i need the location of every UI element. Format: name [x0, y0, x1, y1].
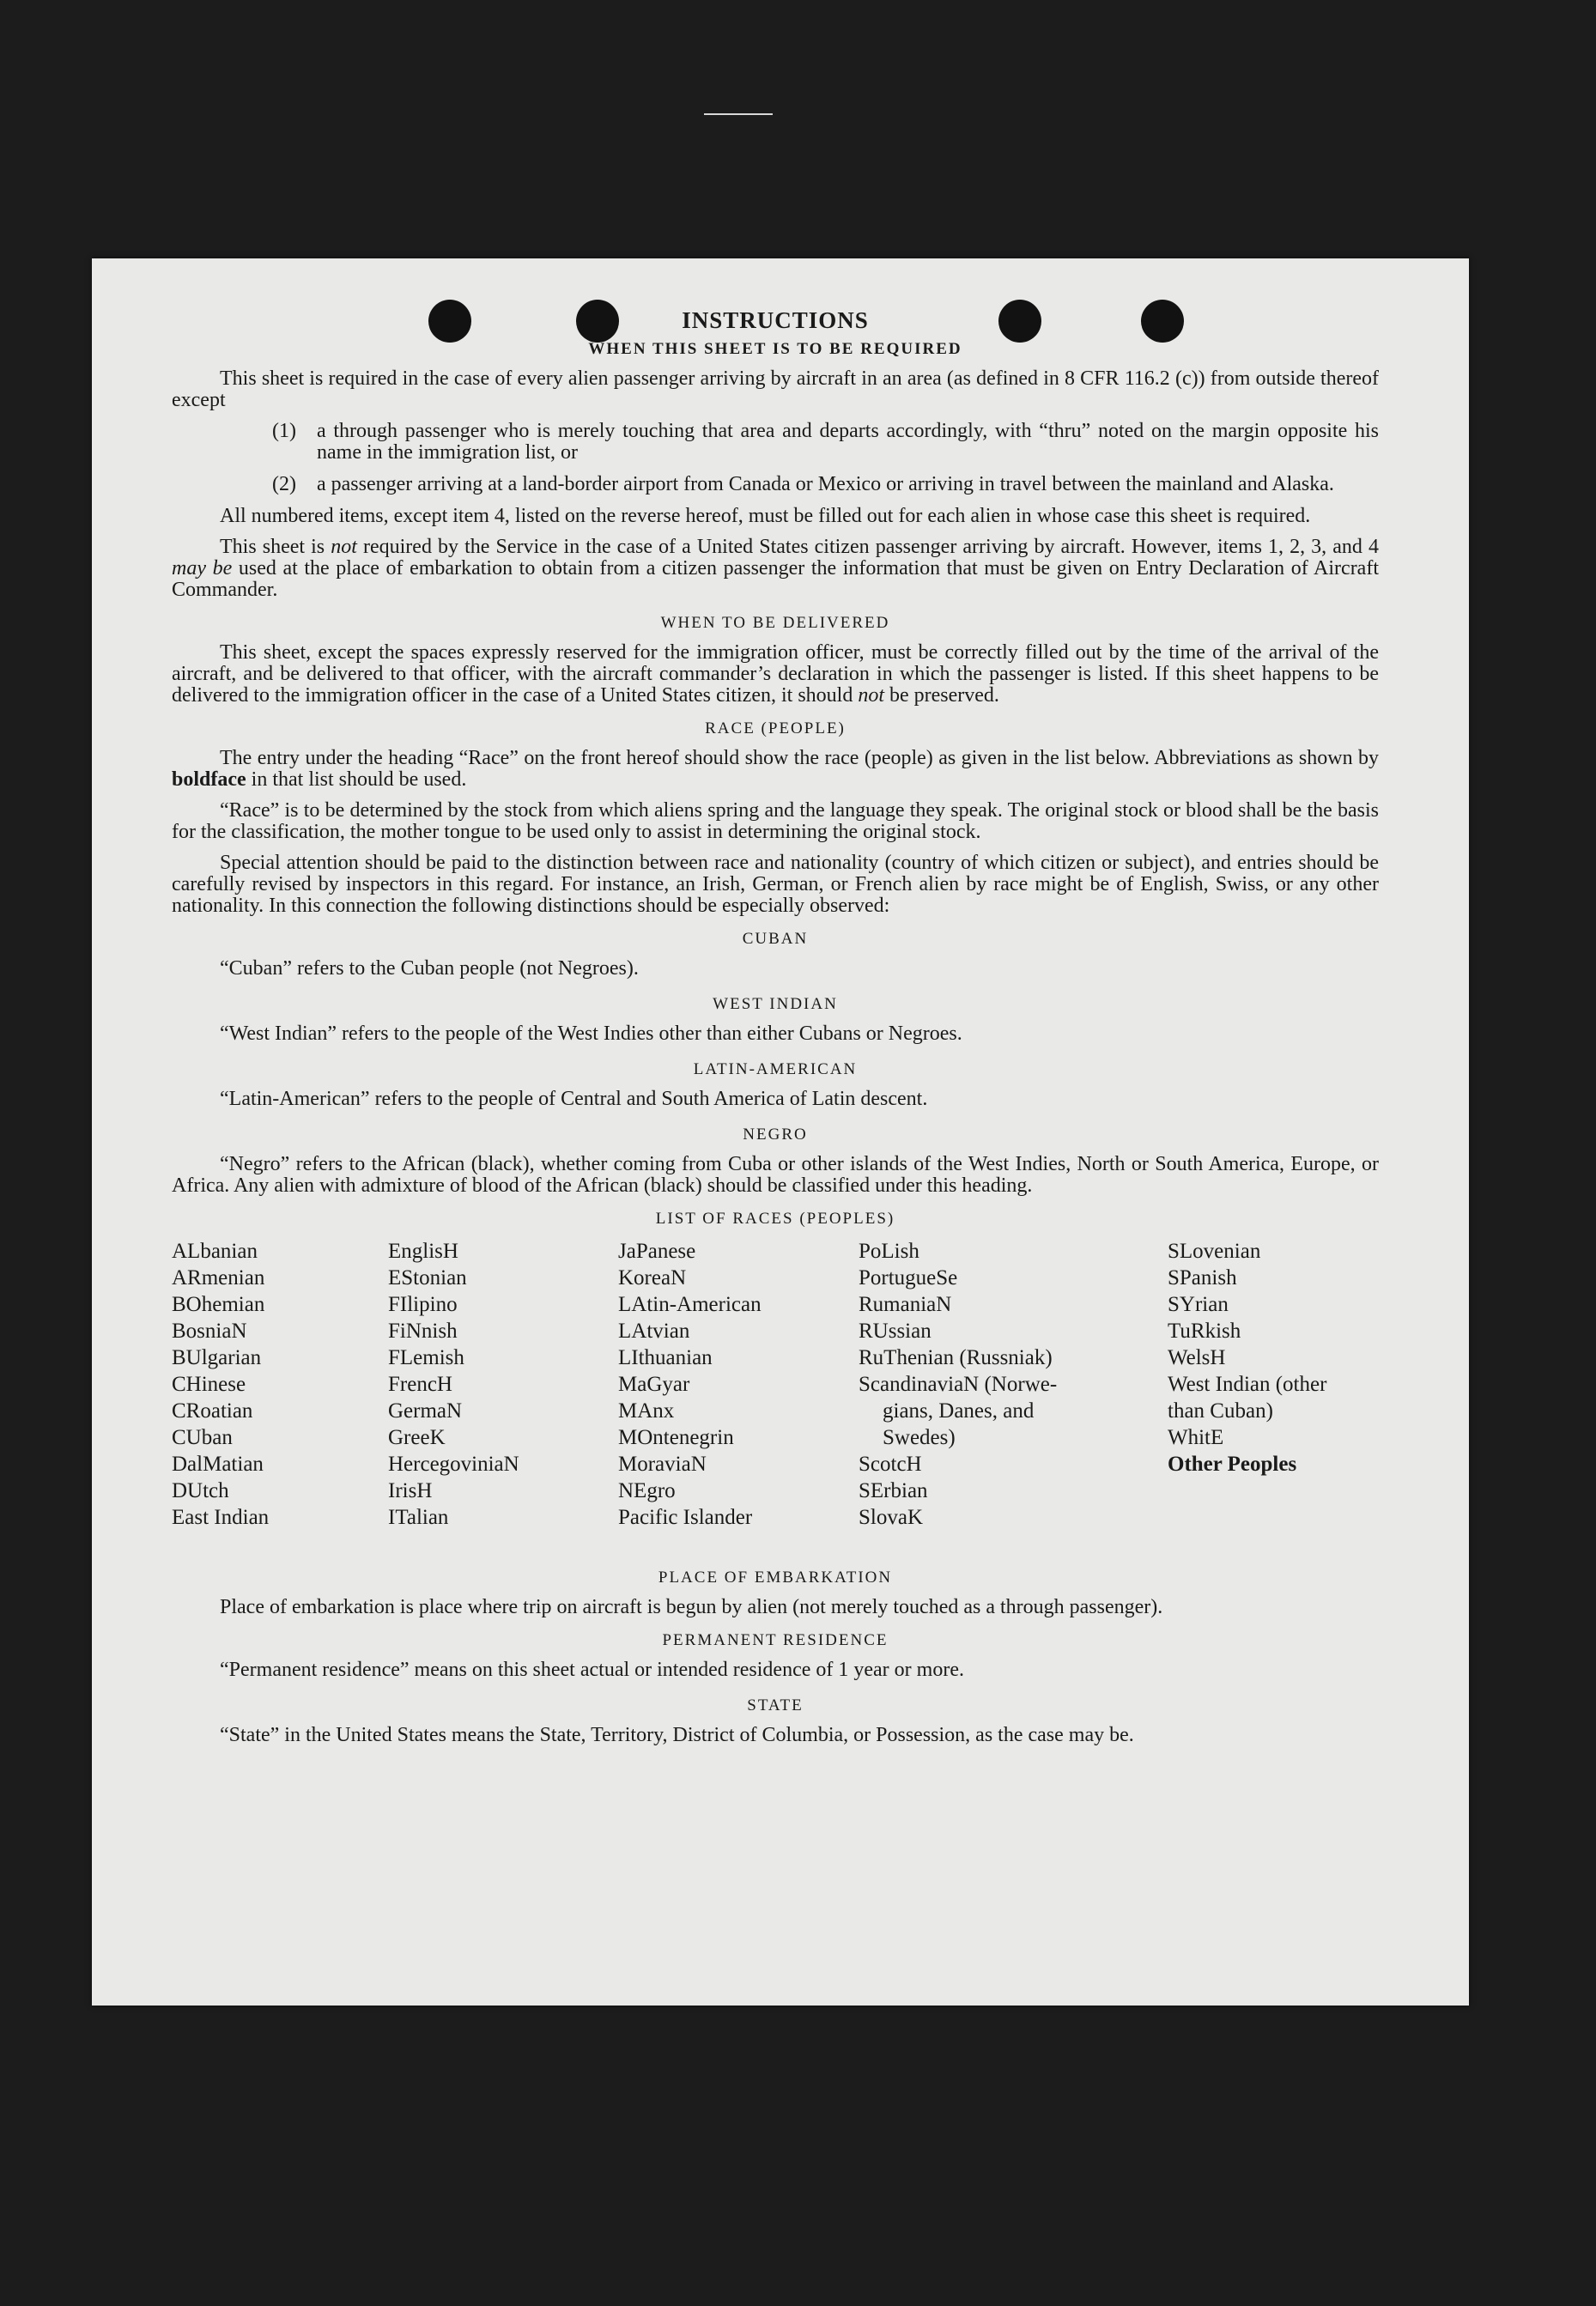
paragraph-citizen: This sheet is not required by the Service in the case of a United States citizen passenger arriving by aircraft. However, items 1, 2, 3, and 4 may be used at the place of embarkation to obtain from a citizen passenger the information that must be given on Entry Declaration of Aircraft Commander.: [172, 536, 1379, 601]
heading-race: RACE (PEOPLE): [705, 719, 846, 737]
race-entry: KoreaN: [618, 1266, 687, 1290]
races-column-2: [388, 1238, 603, 1531]
paragraph-latin-american: “Latin-American” refers to the people of Central and South America of Latin descent.: [220, 1088, 928, 1110]
race-entry: SLovenian: [1168, 1240, 1261, 1263]
race-entry: IrisH: [388, 1479, 433, 1502]
races-list: [172, 1238, 1379, 1556]
race-entry: CRoatian: [172, 1399, 253, 1423]
race-entry: NEgro: [618, 1479, 676, 1502]
item-text: a passenger arriving at a land-border airport from Canada or Mexico or arriving in travel between the mainland and Alaska.: [317, 473, 1334, 495]
race-entry: Pacific Islander: [618, 1506, 753, 1529]
races-column-4: [859, 1238, 1116, 1531]
race-entry: SYrian: [1168, 1293, 1229, 1316]
race-entry: FrencH: [388, 1373, 452, 1396]
race-entry: ARmenian: [172, 1266, 265, 1290]
race-entry: HercegoviniaN: [388, 1453, 519, 1476]
paragraph-negro: “Negro” refers to the African (black), whether coming from Cuba or other islands of the West Indies, North or South America, Europe, or Africa. Any alien with admixture of blood of the African (black) should be classified under this heading.: [172, 1153, 1379, 1197]
race-entry: PoLish: [859, 1240, 919, 1263]
races-column-3: [618, 1238, 841, 1531]
race-entry: than Cuban): [1168, 1399, 1273, 1423]
paragraph-cuban: “Cuban” refers to the Cuban people (not Negroes).: [220, 957, 639, 980]
paragraph-race-nationality: Special attention should be paid to the distinction between race and nationality (country of which citizen or subject), and entries should be carefully revised by inspectors in this regard. For instance, an Irish, German, or French alien by race might be of English, Swiss, or any other nationality. In this connection the following distinctions should be especially observed:: [172, 852, 1379, 917]
item-number: (1): [272, 420, 296, 442]
race-entry: FIlipino: [388, 1293, 458, 1316]
race-entry: WelsH: [1168, 1346, 1226, 1369]
race-entry: BosniaN: [172, 1320, 247, 1343]
paragraph-race-definition: “Race” is to be determined by the stock from which aliens spring and the language they speak. The original stock or blood shall be the basis for the classification, the mother tongue to be used only to assist in determining the original stock.: [172, 799, 1379, 843]
paragraph-permanent-residence: “Permanent residence” means on this sheet actual or intended residence of 1 year or more.: [220, 1659, 964, 1681]
race-entry: Swedes): [883, 1426, 956, 1449]
heading-state: STATE: [747, 1696, 804, 1714]
race-entry: Other Peoples: [1168, 1453, 1297, 1476]
race-entry: BOhemian: [172, 1293, 265, 1316]
sheet-content: [172, 307, 1379, 1756]
race-entry: ITalian: [388, 1506, 449, 1529]
race-entry: WhitE: [1168, 1426, 1224, 1449]
race-entry: BUlgarian: [172, 1346, 262, 1369]
heading-when-delivered: WHEN TO BE DELIVERED: [660, 614, 890, 632]
race-entry: ScandinaviaN (Norwe-: [859, 1373, 1058, 1396]
heading-embarkation: PLACE OF EMBARKATION: [658, 1569, 893, 1587]
race-entry: CUban: [172, 1426, 233, 1449]
race-entry: TuRkish: [1168, 1320, 1241, 1343]
paragraph-delivered: This sheet, except the spaces expressly reserved for the immigration officer, must be correctly filled out by the time of the arrival of the aircraft, and be delivered to that officer, with the aircraft commander’s declaration in which the passenger is listed. If this sheet happens to be delivered to the immigration officer in the case of a United States citizen, it should not be preserved.: [172, 641, 1379, 707]
races-column-5: [1168, 1238, 1379, 1478]
race-entry: JaPanese: [618, 1240, 696, 1263]
race-entry: GreeK: [388, 1426, 446, 1449]
paragraph-west-indian: “West Indian” refers to the people of the West Indies other than either Cubans or Negroes.: [220, 1023, 962, 1045]
race-entry: RuThenian (Russniak): [859, 1346, 1053, 1369]
paragraph-race-entry: The entry under the heading “Race” on the front hereof should show the race (people) as given in the list below. Abbreviations as shown by boldface in that list should be used.: [172, 747, 1379, 791]
heading-when-required: WHEN THIS SHEET IS TO BE REQUIRED: [588, 340, 962, 358]
race-entry: gians, Danes, and: [883, 1399, 1035, 1423]
race-entry: MoraviaN: [618, 1453, 707, 1476]
race-entry: FiNnish: [388, 1320, 458, 1343]
instruction-sheet: [92, 258, 1469, 2006]
heading-latin-american: LATIN-AMERICAN: [693, 1060, 858, 1078]
item-number: (2): [272, 473, 296, 495]
heading-negro: NEGRO: [743, 1126, 808, 1144]
heading-list-of-races: LIST OF RACES (PEOPLES): [655, 1210, 895, 1228]
paragraph-numbered-items: All numbered items, except item 4, listed on the reverse hereof, must be filled out for each alien in whose case this sheet is required.: [220, 505, 1311, 527]
race-entry: GermaN: [388, 1399, 463, 1423]
race-entry: EnglisH: [388, 1240, 458, 1263]
race-entry: ALbanian: [172, 1240, 258, 1263]
race-entry: SPanish: [1168, 1266, 1237, 1290]
scan-mark: [704, 113, 773, 115]
exception-item-1: [172, 421, 1379, 464]
race-entry: LIthuanian: [618, 1346, 713, 1369]
race-entry: PortugueSe: [859, 1266, 958, 1290]
race-entry: MaGyar: [618, 1373, 690, 1396]
race-entry: RUssian: [859, 1320, 932, 1343]
race-entry: MOntenegrin: [618, 1426, 734, 1449]
race-entry: LAtvian: [618, 1320, 690, 1343]
heading-permanent-residence: PERMANENT RESIDENCE: [662, 1631, 889, 1649]
heading-cuban: CUBAN: [742, 930, 809, 948]
page-title: INSTRUCTIONS: [682, 307, 869, 333]
race-entry: West Indian (other: [1168, 1373, 1327, 1396]
race-entry: LAtin-American: [618, 1293, 762, 1316]
race-entry: EStonian: [388, 1266, 467, 1290]
paragraph-state: “State” in the United States means the State, Territory, District of Columbia, or Possession, as the case may be.: [220, 1724, 1134, 1746]
race-entry: SlovaK: [859, 1506, 923, 1529]
race-entry: FLemish: [388, 1346, 464, 1369]
race-entry: RumaniaN: [859, 1293, 952, 1316]
race-entry: DalMatian: [172, 1453, 264, 1476]
race-entry: DUtch: [172, 1479, 229, 1502]
paragraph-required: This sheet is required in the case of every alien passenger arriving by aircraft in an area (as defined in 8 CFR 116.2 (c)) from outside thereof except: [172, 367, 1379, 411]
race-entry: ScotcH: [859, 1453, 922, 1476]
item-text: a through passenger who is merely touching that area and departs accordingly, with “thru” noted on the margin opposite his name in the immigration list, or: [317, 420, 1379, 464]
race-entry: SErbian: [859, 1479, 928, 1502]
race-entry: CHinese: [172, 1373, 246, 1396]
paragraph-embarkation: Place of embarkation is place where trip on aircraft is begun by alien (not merely touched as a through passenger).: [220, 1596, 1163, 1618]
exception-item-2: [172, 474, 1379, 495]
races-column-1: [172, 1238, 378, 1531]
race-entry: MAnx: [618, 1399, 675, 1423]
race-entry: East Indian: [172, 1506, 270, 1529]
heading-west-indian: WEST INDIAN: [713, 995, 838, 1013]
